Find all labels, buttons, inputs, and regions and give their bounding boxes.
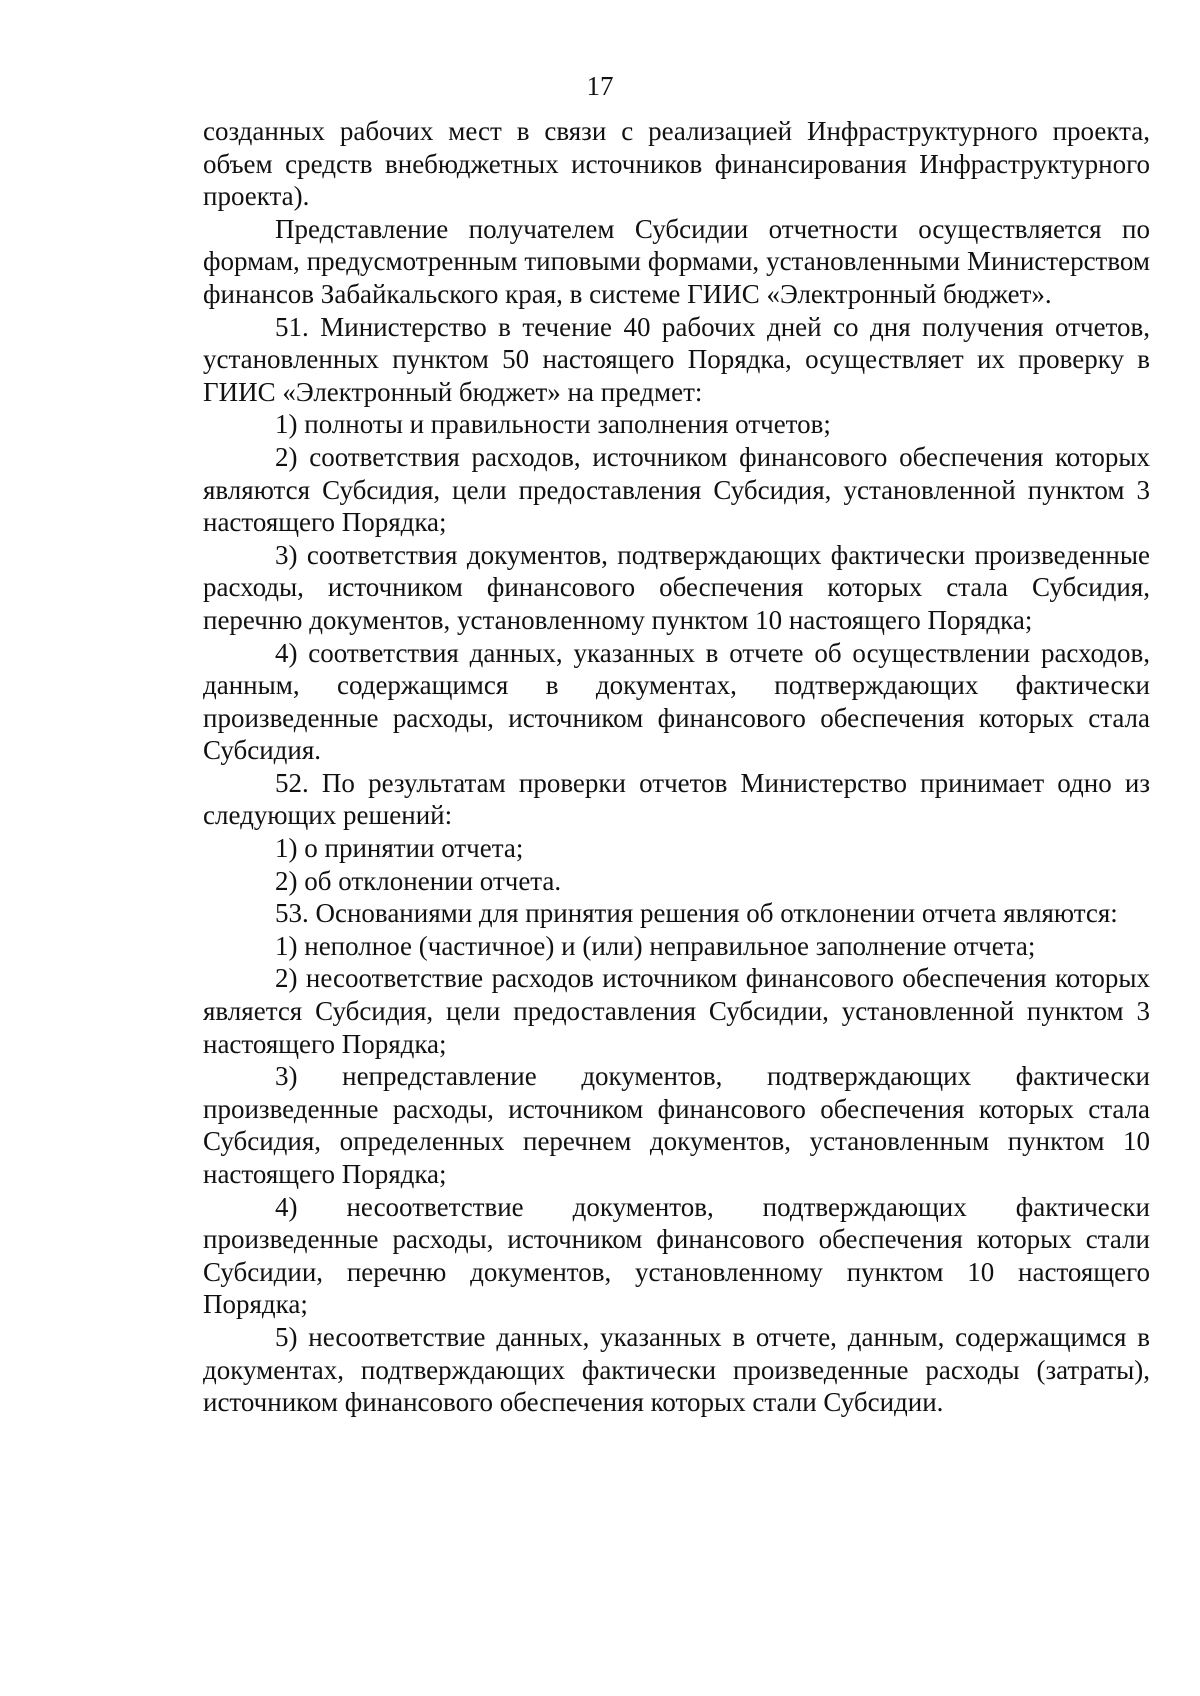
paragraph-52-item-1: 1) о принятии отчета; [275,833,524,864]
paragraph-52: 52. По результатам проверки отчетов Министерство принимает одно из следующих решений: [203,767,1150,831]
paragraph-53-item-1: 1) неполное (частичное) и (или) неправильное заполнение отчета; [275,930,1036,961]
paragraph-52-item-2: 2) об отклонении отчета. [275,865,562,896]
paragraph-continuation: созданных рабочих мест в связи с реализацией Инфраструктурного проекта, объем средств внебюджетных источников финансирования Инфраструктурного проекта). [203,116,1150,212]
paragraph-51-item-1: 1) полноты и правильности заполнения отчетов; [275,409,831,440]
paragraph-51-item-2: 2) соответствия расходов, источником финансового обеспечения которых являются Субсидия, цели предоставления Субсидия, установленной пунктом 3 настоящего Порядка; [203,441,1150,538]
paragraph-51-item-3: 3) соответствия документов, подтверждающих фактически произведенные расходы, источником финансового обеспечения которых стала Субсидия, перечню документов, установленному пунктом 10 настоящего Порядка; [203,539,1150,635]
page-number: 17 [586,71,614,101]
paragraph-53: 53. Основаниями для принятия решения об отклонении отчета являются: [275,898,1118,929]
document-body [203,115,1150,1419]
paragraph-reporting-forms: Представление получателем Субсидии отчетности осуществляется по формам, предусмотренным типовыми формами, установленными Министерством финансов Забайкальского края, в системе ГИИС «Электронный бюджет». [203,213,1150,309]
paragraph-51-item-4: 4) соответствия данных, указанных в отчете об осуществлении расходов, данным, содержащимся в документах, подтверждающих фактически произведенные расходы, источником финансового обеспечения которых стала Субсидия. [203,637,1150,766]
paragraph-53-item-4: 4) несоответствие документов, подтверждающих фактически произведенные расходы, источником финансового обеспечения которых стали Субсидии, перечню документов, установленному пунктом 10 настоящего Порядка; [203,1191,1150,1320]
paragraph-53-item-5: 5) несоответствие данных, указанных в отчете, данным, содержащимся в документах, подтверждающих фактически произведенные расходы (затраты), источником финансового обеспечения которых стали Субсидии. [203,1321,1150,1418]
paragraph-51: 51. Министерство в течение 40 рабочих дней со дня получения отчетов, установленных пунктом 50 настоящего Порядка, осуществляет их проверку в ГИИС «Электронный бюджет» на предмет: [203,311,1150,407]
paragraph-53-item-2: 2) несоответствие расходов источником финансового обеспечения которых является Субсидия, цели предоставления Субсидии, установленной пунктом 3 настоящего Порядка; [203,963,1150,1059]
paragraph-53-item-3: 3) непредставление документов, подтверждающих фактически произведенные расходы, источником финансового обеспечения которых стала Субсидия, определенных перечнем документов, установленным пунктом 10 настоящего Порядка; [203,1061,1150,1189]
